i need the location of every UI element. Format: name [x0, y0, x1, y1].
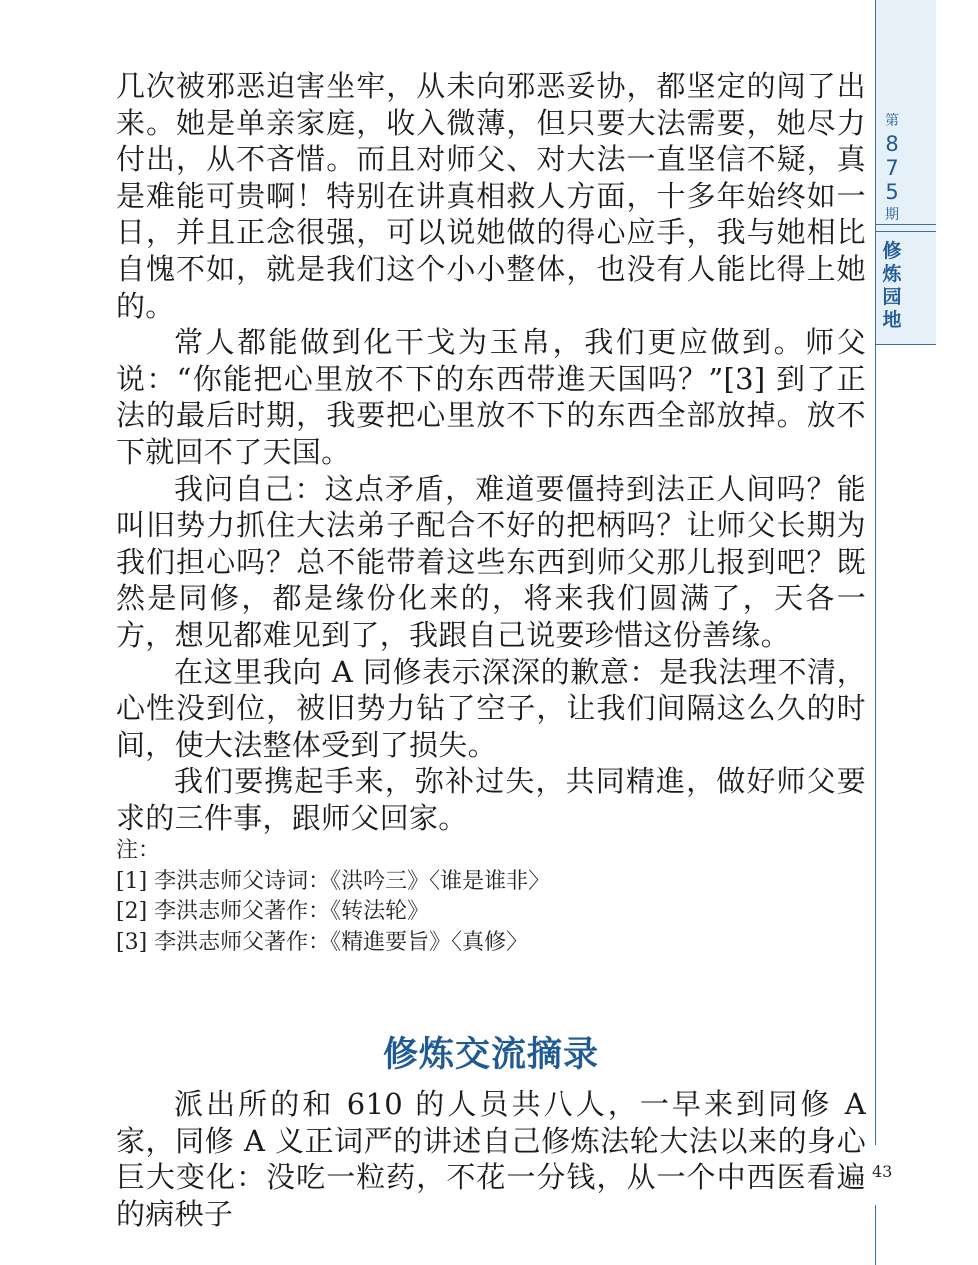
margin-rule: [875, 345, 876, 1145]
footnotes-heading: 注：: [116, 838, 161, 863]
section-char: 炼: [882, 263, 902, 285]
issue-prefix: 第: [885, 113, 899, 129]
issue-label: [876, 104, 936, 222]
paragraph: 我们要携起手来，弥补过失，共同精進，做好师父要求的三件事，跟师父回家。: [116, 764, 866, 835]
section-label: [876, 240, 908, 332]
sidebar-divider: [876, 231, 936, 232]
article-body: [116, 68, 866, 836]
paragraph: 几次被邪恶迫害坐牢，从未向邪恶妥协，都坚定的闯了出来。她是单亲家庭，收入微薄，但只要大法需要，她尽力付出，从不吝惜。而且对师父、对大法一直坚信不疑，真是难能可贵啊！特别在讲真相救人方面，十多年始终如一日，并且正念很强，可以说她做的得心应手，我与她相比自愧不如，就是我们这个小小整体，也没有人能比得上她的。: [116, 69, 866, 323]
footnote-item: [2] 李洪志师父著作：《转法轮》: [116, 899, 430, 924]
issue-suffix: 期: [885, 207, 899, 223]
issue-digit: 5: [885, 180, 899, 204]
section-char: 地: [882, 309, 902, 331]
issue-digit: 7: [885, 156, 899, 180]
page-number: 43: [872, 1162, 893, 1181]
footnote-item: [1] 李洪志师父诗词：《洪吟三》〈谁是谁非〉: [116, 868, 551, 894]
article-body: [116, 1086, 866, 1232]
issue-digit: 8: [885, 132, 899, 156]
section-char: 园: [882, 286, 902, 308]
margin-rule: [875, 1205, 876, 1265]
paragraph: 派出所的和 610 的人员共八人，一早来到同修 A 家，同修 A 义正词严的讲述自己修炼法轮大法以来的身心巨大变化：没吃一粒药，不花一分钱，从一个中西医看遍的病秧子: [116, 1087, 866, 1231]
section-heading: 修炼交流摘录: [382, 1035, 599, 1075]
paragraph: 在这里我向 A 同修表示深深的歉意：是我法理不清，心性没到位，被旧势力钻了空子，让我们间隔这么久的时间，使大法整体受到了损失。: [116, 654, 866, 762]
sidebar-divider: [876, 224, 936, 225]
footnote-item: [3] 李洪志师父著作：《精進要旨》〈真修〉: [116, 929, 529, 955]
section-char: 修: [882, 240, 902, 262]
paragraph: 常人都能做到化干戈为玉帛，我们更应做到。师父说：“你能把心里放不下的东西带進天国吗？”[3] 到了正法的最后时期，我要把心里放不下的东西全部放掉。放不下就回不了天国。: [116, 325, 866, 469]
sidebar-tab: [875, 0, 936, 345]
sidebar-divider: [876, 344, 936, 345]
footnotes: [116, 836, 866, 958]
paragraph: 我问自己：这点矛盾，难道要僵持到法正人间吗？能叫旧势力抓住大法弟子配合不好的把柄吗？让师父长期为我们担心吗？总不能带着这些东西到师父那儿报到吧？既然是同修，都是缘份化来的，将来我们圆满了，天各一方，想见都难见到了，我跟自己说要珍惜这份善缘。: [116, 471, 866, 652]
